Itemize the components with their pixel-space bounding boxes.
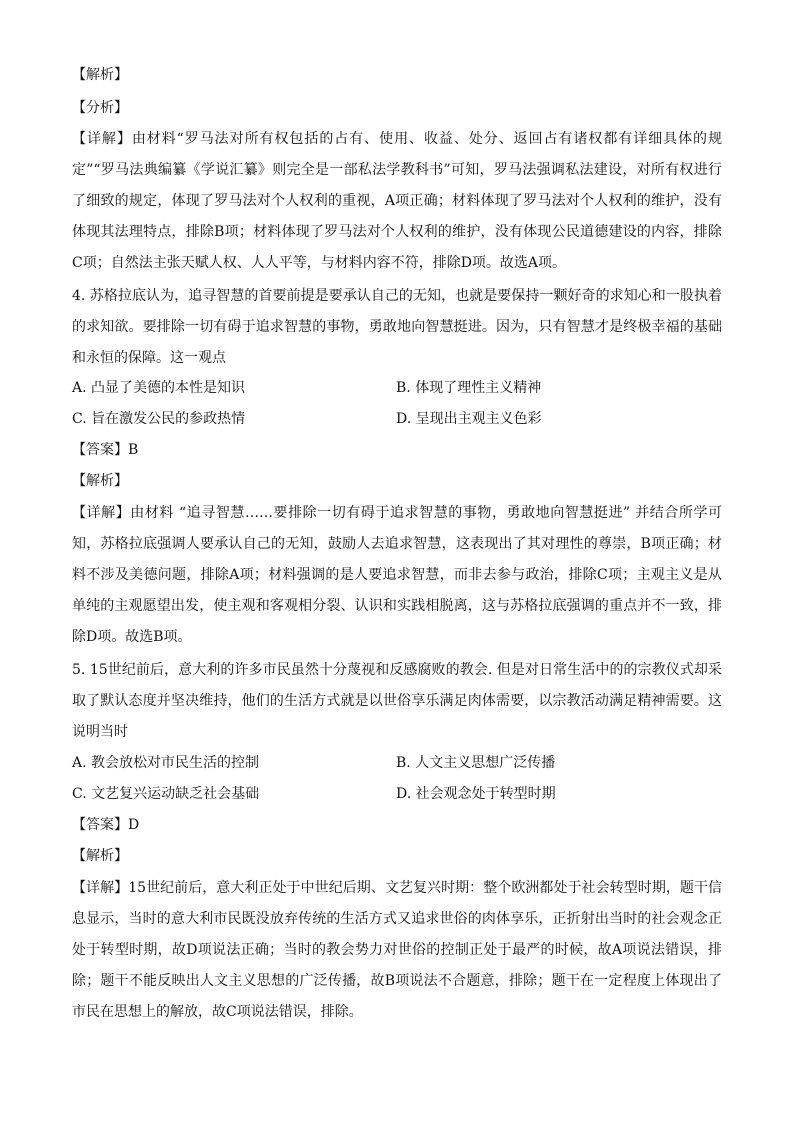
q5-option-c: C. 文艺复兴运动缺乏社会基础 [72, 786, 260, 802]
detail-text: 15世纪前后，意大利正处于中世纪后期、文艺复兴时期：整个欧洲都处于社会转型时期，题干信息显示，当时的意大利市民既没放弃传统的生活方式又追求世俗的肉体享乐，正折射出当时的社会观念正处于转型时期，故D项说法正确；当时的教会势力对世俗的控制正处于最严的时候，故A项说法错误，排除；题干不能反映出人文主义思想的广泛传播，故B项说法不合题意，排除；题干在一定程度上体现出了市民在思想上的解放，故C项说法错误，排除。 [72, 880, 723, 1020]
question-4-stem: 4. 苏格拉底认为，追寻智慧的首要前提是要承认自己的无知，也就是要保持一颗好奇的求知心和一股执着的求知欲。要排除一切有碍于追求智慧的事物，勇敢地向智慧挺进。因为，只有智慧才是终极幸福的基础和永恒的保障。这一观点 [72, 288, 722, 366]
q4-option-c: C. 旨在激发公民的参政热情 [72, 411, 246, 427]
q4-option-a: A. 凸显了美德的本性是知识 [72, 380, 246, 396]
detail-paragraph-q5 [72, 873, 722, 1028]
xiangjie-label: 【详解】 [72, 880, 129, 896]
detail-text: 由材料“罗马法对所有权包括的占有、使用、收益、处分、返回占有诸权都有详细具体的规定”“罗马法典编纂《学说汇纂》则完全是一部私法学教科书”可知，罗马法强调私法建设，对所有权进行了细致的规定，体现了罗马法对个人权利的重视，A项正确；材料体现了罗马法对个人权利的维护，没有体现其法理特点，排除B项；材料体现了罗马法对个人权利的维护，没有体现公民道德建设的内容，排除C项；自然法主张天赋人权、人人平等，与材料内容不符，排除D项。故选A项。 [72, 131, 723, 271]
label-text: 【分析】 [72, 100, 128, 116]
label-text: 【解析】 [72, 848, 128, 864]
jiexi-label-3 [72, 841, 128, 872]
question-5-stem: 5. 15世纪前后，意大利的许多市民虽然十分蔑视和反感腐败的教会. 但是对日常生活中的的宗教仪式却采取了默认态度并坚决维持，他们的生活方式就是以世俗享乐满足肉体需要，以宗教活动满足精神需要。这说明当时 [72, 662, 722, 740]
fenxi-label [72, 93, 128, 124]
detail-paragraph-q4 [72, 498, 722, 653]
detail-text: 由材料 “追寻智慧……要排除一切有碍于追求智慧的事物，勇敢地向智慧挺进” 并结合所学可知，苏格拉底强调人要承认自己的无知，鼓励人去追求智慧，这表现出了其对理性的尊崇，B项正确；材料不涉及美德问题，排除A项；材料强调的是人要追求智慧，而非去参与政治，排除C项；主观主义是从单纯的主观愿望出发，使主观和客观相分裂、认识和实践相脱离，这与苏格拉底强调的重点并不一致，排除D项。故选B项。 [72, 505, 723, 645]
q5-option-b: B. 人文主义思想广泛传播 [396, 755, 556, 771]
xiangjie-label: 【详解】 [72, 505, 131, 521]
answer-value: B [128, 442, 139, 458]
detail-paragraph-q3 [72, 124, 722, 279]
daan-label: 【答案】 [72, 442, 128, 458]
xiangjie-label: 【详解】 [72, 131, 132, 147]
jiexi-label-1 [72, 60, 128, 91]
q5-answer [72, 810, 139, 841]
label-text: 【解析】 [72, 67, 128, 83]
q5-option-d: D. 社会观念处于转型时期 [396, 786, 556, 802]
daan-label: 【答案】 [72, 817, 128, 833]
q5-option-a: A. 教会放松对市民生活的控制 [72, 755, 260, 771]
jiexi-label-2 [72, 466, 128, 497]
label-text: 【解析】 [72, 473, 128, 489]
answer-value: D [128, 817, 140, 833]
q4-option-d: D. 呈现出主观主义色彩 [396, 411, 542, 427]
q4-option-b: B. 体现了理性主义精神 [396, 380, 542, 396]
q4-answer [72, 435, 138, 466]
